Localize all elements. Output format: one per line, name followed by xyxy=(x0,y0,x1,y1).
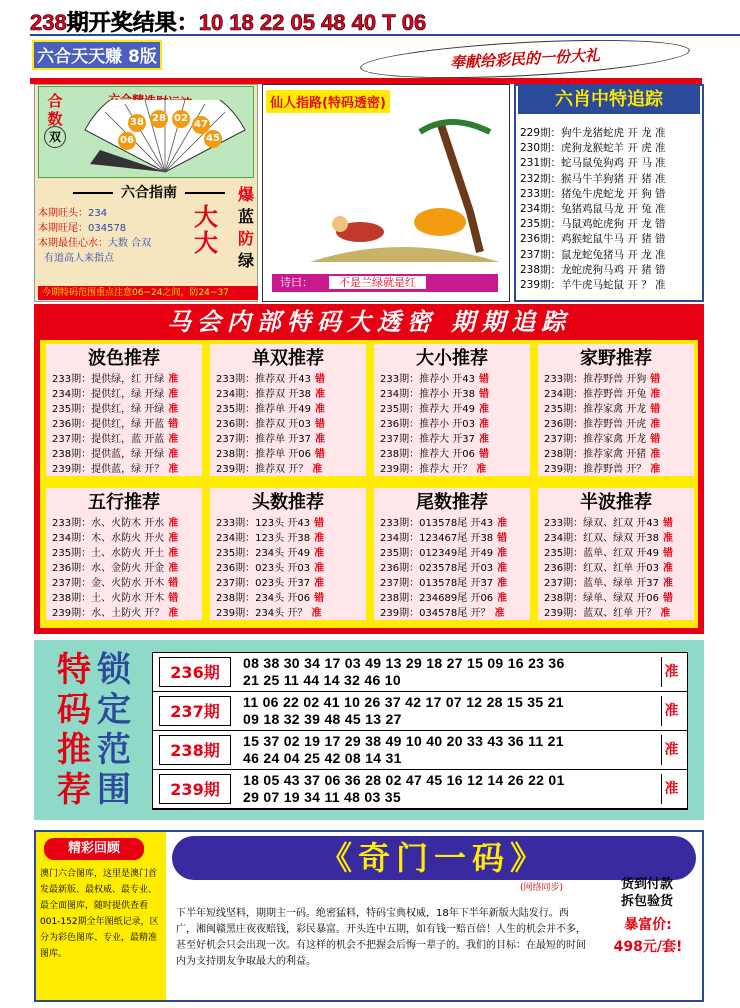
result-mark: 准 xyxy=(479,419,489,430)
fan-balls xyxy=(80,100,250,174)
recommend-cell xyxy=(208,486,368,622)
result-mark: 准 xyxy=(168,533,179,544)
result-mark: 错 xyxy=(650,374,661,385)
result-mark: 准 xyxy=(168,548,179,559)
result-mark: 错 xyxy=(479,449,489,460)
side-chars xyxy=(234,184,258,272)
recommend-row: 239期：推荐大 开？ 准 xyxy=(380,464,487,475)
result-mark: 错 xyxy=(168,593,179,604)
result-mark: 准 xyxy=(663,578,673,589)
tip-note: 有道高人来指点 xyxy=(44,253,114,264)
lock-status: 准 xyxy=(661,657,681,687)
zodiac-list xyxy=(520,126,702,293)
recommend-cell-title: 头数推荐 xyxy=(252,492,324,513)
result-mark: 准 xyxy=(168,449,179,460)
recommend-row: 236期：提供红，绿 开蓝 错 xyxy=(52,419,179,430)
recommend-row: 238期：推荐大 开06 错 xyxy=(380,449,489,460)
result-mark: 准 xyxy=(476,464,487,475)
recommend-row: 238期：推荐家禽 开猪 准 xyxy=(544,449,661,460)
lock-char-row: 推 范 xyxy=(57,730,131,770)
lock-status: 准 xyxy=(661,774,681,804)
lock-period: 239期 xyxy=(159,774,231,804)
recommend-row: 238期：234689尾 开06 准 xyxy=(380,593,508,604)
recommend-row: 234期：木、水防火 开火 准 xyxy=(52,533,179,544)
recommend-row: 234期：123头 开38 准 xyxy=(216,533,325,544)
result-mark: 错 xyxy=(479,374,489,385)
recommend-cell xyxy=(372,342,532,478)
recommend-row: 233期：绿双、红双 开43 错 xyxy=(544,518,673,529)
result-mark: 准 xyxy=(311,608,322,619)
recommend-row: 238期：绿单、绿双 开06 错 xyxy=(544,593,673,604)
recommend-row: 233期：013578尾 开43 准 xyxy=(380,518,508,529)
side-char: 爆 xyxy=(237,185,254,204)
recommend-row: 239期：水、土防火 开？ 准 xyxy=(52,608,179,619)
recommend-cell xyxy=(44,342,204,478)
lock-char-row: 荐 围 xyxy=(57,770,131,810)
result-mark: 错 xyxy=(650,404,661,415)
result-mark: 准 xyxy=(650,419,661,430)
result-mark: 准 xyxy=(479,434,489,445)
result-mark: 错 xyxy=(315,449,325,460)
recommend-row: 235期：推荐家禽 开龙 错 xyxy=(544,404,661,415)
recommend-row: 236期：推荐小 开03 准 xyxy=(380,419,489,430)
recommend-cell xyxy=(44,486,204,622)
recommend-row: 235期：012349尾 开49 准 xyxy=(380,548,508,559)
side-char: 防 xyxy=(237,229,254,248)
recommend-row: 233期：123头 开43 错 xyxy=(216,518,325,529)
recommend-row: 235期：推荐大 开49 准 xyxy=(380,404,489,415)
recommend-cell xyxy=(208,342,368,478)
result-mark: 错 xyxy=(314,593,325,604)
recommend-row: 239期：推荐双 开？ 准 xyxy=(216,464,323,475)
result-mark: 准 xyxy=(663,533,673,544)
lock-period: 237期 xyxy=(159,696,231,726)
hint-illustration xyxy=(300,112,500,268)
recommend-row: 233期：推荐双 开43 错 xyxy=(216,374,325,385)
result-mark: 准 xyxy=(168,464,179,475)
recommend-row: 234期：推荐小 开38 错 xyxy=(380,389,489,400)
recommend-cell-title: 波色推荐 xyxy=(88,348,160,369)
result-mark: 错 xyxy=(663,548,673,559)
recommend-row: 237期：蓝单、绿单 开37 准 xyxy=(544,578,673,589)
result-mark: 准 xyxy=(497,563,508,574)
lock-row xyxy=(153,692,687,731)
result-mark: 准 xyxy=(314,548,325,559)
recommend-row: 239期：推荐野兽 开？ 准 xyxy=(544,464,661,475)
range-bar: 今期特码范围重点注意06~24之间，防24~37 xyxy=(38,286,258,300)
recommend-row: 235期：推荐单 开49 准 xyxy=(216,404,325,415)
fan-badge: 双 xyxy=(44,126,66,148)
recommend-row: 239期：提供蓝，绿 开？ 准 xyxy=(52,464,179,475)
result-mark: 准 xyxy=(312,464,323,475)
lock-numbers: 08 38 30 34 17 03 49 13 29 18 27 15 09 16 23 36 21 25 11 44 14 32 46 10 xyxy=(243,655,565,688)
result-mark: 准 xyxy=(168,518,179,529)
result-mark: 准 xyxy=(168,608,179,619)
zodiac-row: 229期：狗牛龙猪蛇虎 开 龙 准 xyxy=(520,127,666,139)
recommend-row: 234期：推荐野兽 开兔 准 xyxy=(544,389,661,400)
recommend-row: 238期：提供蓝，绿 开绿 准 xyxy=(52,449,179,460)
guide-title: 六合指南 xyxy=(44,182,254,202)
recommend-row: 238期：推荐单 开06 错 xyxy=(216,449,325,460)
lock-range-chars xyxy=(54,650,144,810)
review-text: 澳门六合图库，这里是澳门首发最新版、最权威、最专业、最全面图库，随时提供查看001-152期全年图纸记录，区分为彩色图库、专业，最精准图库。 xyxy=(40,869,159,959)
recommend-row: 238期：234头 开06 错 xyxy=(216,593,325,604)
lock-numbers: 18 05 43 37 06 36 28 02 47 45 16 12 14 26 22 01 29 07 19 34 11 48 03 35 xyxy=(243,772,565,805)
recommend-cell-title: 大小推荐 xyxy=(416,348,488,369)
fan-label: 合数 xyxy=(47,92,63,128)
lock-row xyxy=(153,770,687,809)
recommend-cell xyxy=(372,486,532,622)
result-mark: 准 xyxy=(650,389,661,400)
result-mark: 准 xyxy=(663,563,673,574)
recommend-row: 236期：推荐野兽 开虎 准 xyxy=(544,419,661,430)
lock-period: 236期 xyxy=(159,657,231,687)
recommend-row: 234期：提供红，绿 开绿 准 xyxy=(52,389,179,400)
zodiac-row: 234期：兔猪鸡鼠马龙 开 兔 准 xyxy=(520,203,666,216)
result-mark: 准 xyxy=(497,548,508,559)
result-mark: 准 xyxy=(650,464,661,475)
fan-ball: 47 xyxy=(192,116,210,134)
result-mark: 准 xyxy=(650,449,661,460)
result-mark: 错 xyxy=(315,419,325,430)
fan-ball: 28 xyxy=(150,110,168,128)
lock-period: 238期 xyxy=(159,735,231,765)
result-mark: 错 xyxy=(663,593,673,604)
result-mark: 错 xyxy=(314,518,325,529)
result-mark: 准 xyxy=(168,374,179,385)
poem-bar: 诗曰： 不是兰绿就是红 xyxy=(272,274,498,292)
recommend-row: 237期：023头 开37 准 xyxy=(216,578,325,589)
result-mark: 错 xyxy=(650,434,661,445)
recommend-row: 237期：金、火防水 开木 错 xyxy=(52,578,179,589)
tip-row: 本期最佳心水：大数 合双 xyxy=(38,238,152,249)
zodiac-row: 232期：猴马牛羊狗猪 开 猪 准 xyxy=(520,172,666,185)
recommend-cell xyxy=(536,486,696,622)
zodiac-row: 233期：猪兔牛虎蛇龙 开 狗 错 xyxy=(520,187,666,200)
recommend-row: 237期：推荐单 开37 准 xyxy=(216,434,325,445)
result-mark: 准 xyxy=(494,608,505,619)
recommend-row: 233期：推荐野兽 开狗 错 xyxy=(544,374,661,385)
hint-title: 仙人指路(特码透密) xyxy=(266,90,390,113)
result-mark: 准 xyxy=(314,533,325,544)
result-mark: 错 xyxy=(479,389,489,400)
big-chars: 大 大 xyxy=(194,202,218,257)
recommend-cell-title: 尾数推荐 xyxy=(416,492,488,513)
fan-ball: 02 xyxy=(172,110,190,128)
qimen-banner: 《奇门一码》 xyxy=(172,836,696,880)
recommend-cell xyxy=(536,342,696,478)
slogan: 奉献给彩民的一份大礼 xyxy=(359,33,690,84)
lock-numbers: 11 06 22 02 41 10 26 37 42 17 07 12 28 15 35 21 09 18 32 39 48 45 13 27 xyxy=(243,694,564,727)
recommend-row: 239期：234头 开？ 准 xyxy=(216,608,322,619)
recommend-cell-title: 五行推荐 xyxy=(88,492,160,513)
zodiac-row: 231期：蛇马鼠兔狗鸡 开 马 准 xyxy=(520,157,666,170)
lock-numbers: 15 37 02 19 17 29 38 49 10 40 20 33 43 36 11 21 46 24 04 25 42 08 14 31 xyxy=(243,733,564,766)
recommend-row: 237期：推荐大 开37 准 xyxy=(380,434,489,445)
result-mark: 准 xyxy=(497,593,508,604)
result-mark: 准 xyxy=(497,518,508,529)
result-mark: 准 xyxy=(168,563,179,574)
result-mark: 准 xyxy=(314,563,325,574)
draw-result: 238期开奖结果：10 18 22 05 48 40 T 06 xyxy=(30,10,427,35)
recommend-row: 239期：蓝双、红单 开？ 准 xyxy=(544,608,671,619)
recommend-row: 237期：推荐家禽 开龙 错 xyxy=(544,434,661,445)
recommend-row: 235期：土、水防火 开土 准 xyxy=(52,548,179,559)
recommend-row: 236期：水、金防火 开金 准 xyxy=(52,563,179,574)
recommend-row: 236期：红双、红单 开03 准 xyxy=(544,563,673,574)
result-mark: 准 xyxy=(479,404,489,415)
recommend-cell-title: 家野推荐 xyxy=(580,348,652,369)
lock-char-row: 码 定 xyxy=(57,690,131,730)
fan-ball: 06 xyxy=(118,132,136,150)
result-mark: 错 xyxy=(663,518,673,529)
recommend-row: 239期：034578尾 开？ 准 xyxy=(380,608,505,619)
fan-ball: 38 xyxy=(128,114,146,132)
lock-status: 准 xyxy=(661,735,681,765)
recommend-cell-title: 单双推荐 xyxy=(252,348,324,369)
recommend-row: 233期：水、火防木 开水 准 xyxy=(52,518,179,529)
result-mark: 准 xyxy=(315,434,325,445)
brand-badge: 六合天天赚 8版 xyxy=(32,40,162,70)
price-tag: 暴富价: 498元/套! xyxy=(613,917,683,955)
result-mark: 准 xyxy=(168,389,179,400)
sync-note: (网络同步) xyxy=(520,883,564,893)
result-mark: 准 xyxy=(168,404,179,415)
qimen-body: 下半年短线坚料，期期主一码。绝密猛料，特码宝典权威，18年下半年新版大陆发行。西广，湘闽赣黑庄夜夜赔钱，彩民暴富。开头连中五期，如有钱一赔百倍！人生的机会并不多，甚至好机会只会出现一次。有这样的机会不把握会后悔一辈子的。我们的目标：在最短的时间内为支持朋友争取最大的利益。 xyxy=(176,908,586,967)
zodiac-title: 六肖中特追踪 xyxy=(518,86,700,114)
recommend-row: 235期：提供红，绿 开绿 准 xyxy=(52,404,179,415)
recommend-row: 236期：023头 开03 准 xyxy=(216,563,325,574)
lock-char-row: 特 锁 xyxy=(57,650,131,690)
recommend-row: 238期：土、火防水 开木 错 xyxy=(52,593,179,604)
tip-row: 本期旺头：234 xyxy=(38,208,108,219)
fan-ball: 45 xyxy=(204,130,222,148)
recommend-title: 马会内部特码大透密 期期追踪 xyxy=(166,307,572,336)
recommend-row: 235期：234头 开49 准 xyxy=(216,548,325,559)
zodiac-row: 237期：鼠龙蛇兔猪马 开 龙 准 xyxy=(520,248,666,261)
delivery-ad: 货到付款 拆包验货 xyxy=(620,877,673,909)
result-mark: 准 xyxy=(168,434,179,445)
recommend-row: 233期：提供绿，红 开绿 准 xyxy=(52,374,179,385)
recommend-cell-title: 半波推荐 xyxy=(580,492,652,513)
result-mark: 准 xyxy=(660,608,671,619)
result-mark: 错 xyxy=(497,533,508,544)
recommend-row: 233期：推荐小 开43 错 xyxy=(380,374,489,385)
zodiac-row: 230期：虎狗龙猴蛇羊 开 虎 准 xyxy=(520,142,666,155)
result-mark: 错 xyxy=(315,374,325,385)
recommend-row: 235期：蓝单、红双 开49 错 xyxy=(544,548,673,559)
result-mark: 准 xyxy=(315,389,325,400)
zodiac-row: 238期：龙蛇虎狗马鸡 开 猪 错 xyxy=(520,263,666,276)
zodiac-row: 235期：马鼠鸡蛇虎狗 开 龙 错 xyxy=(520,218,666,231)
result-mark: 准 xyxy=(315,404,325,415)
result-mark: 错 xyxy=(168,419,179,430)
lock-row xyxy=(153,653,687,692)
guide-tips xyxy=(38,206,188,266)
lock-row xyxy=(153,731,687,770)
result-mark: 准 xyxy=(497,578,508,589)
zodiac-row: 239期：羊牛虎马蛇鼠 开 ？ 准 xyxy=(520,279,666,292)
recommend-row: 236期：023578尾 开03 准 xyxy=(380,563,508,574)
review-tag: 精彩回顾 xyxy=(44,838,144,860)
tip-row: 本期旺尾：034578 xyxy=(38,223,127,234)
lock-range-table xyxy=(152,652,688,810)
zodiac-row: 236期：鸡猴蛇鼠牛马 开 猪 错 xyxy=(520,233,666,246)
recommend-row: 236期：推荐双 开03 错 xyxy=(216,419,325,430)
result-mark: 错 xyxy=(168,578,179,589)
side-char: 蓝 xyxy=(237,207,254,226)
recommend-row: 237期：提供红，蓝 开蓝 准 xyxy=(52,434,179,445)
recommend-row: 234期：推荐双 开38 准 xyxy=(216,389,325,400)
lock-status: 准 xyxy=(661,696,681,726)
result-mark: 准 xyxy=(314,578,325,589)
recommend-row: 237期：013578尾 开37 准 xyxy=(380,578,508,589)
side-char: 绿 xyxy=(237,251,254,270)
recommend-row: 234期：123467尾 开38 错 xyxy=(380,533,508,544)
recommend-row: 234期：红双、绿双 开38 准 xyxy=(544,533,673,544)
